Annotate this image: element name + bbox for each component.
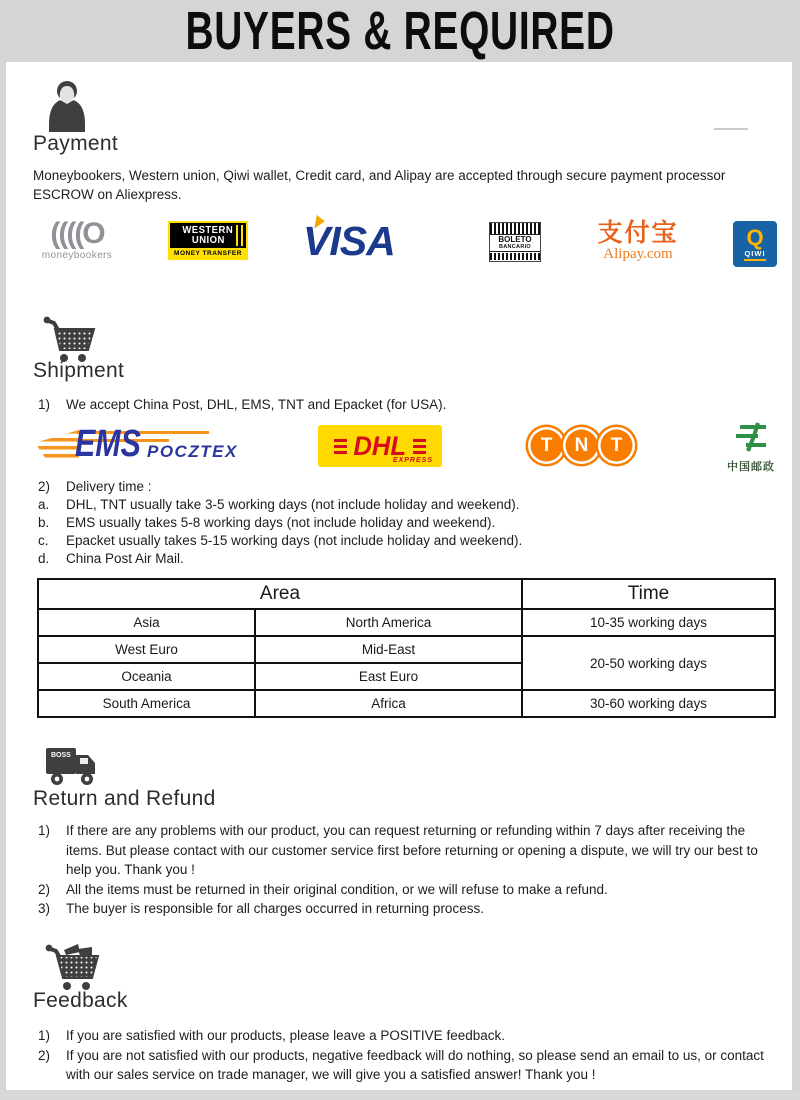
area-cell: Africa: [255, 690, 522, 717]
western-union-banner: MONEY TRANSFER: [174, 249, 242, 257]
dhl-express-label: EXPRESS: [392, 457, 433, 464]
area-cell: East Euro: [255, 663, 522, 690]
table-row: [38, 690, 775, 717]
shipment-heading: Shipment: [33, 359, 125, 382]
refund-list: [38, 821, 778, 919]
dhl-logo: [318, 425, 442, 467]
list-item: [38, 479, 778, 497]
barcode-icon: [490, 223, 540, 234]
list-text: Delivery time :: [66, 479, 152, 494]
list-text: EMS usually takes 5-8 working days (not include holiday and weekend).: [66, 515, 496, 530]
table-row: [38, 636, 775, 663]
qiwi-label: QIWI: [744, 249, 765, 261]
list-item: [38, 821, 778, 880]
western-union-line2: UNION: [191, 234, 225, 246]
list-text: DHL, TNT usually take 3-5 working days (not include holiday and weekend).: [66, 497, 520, 512]
list-marker: 2): [38, 479, 51, 494]
list-item: [38, 497, 778, 515]
time-cell: 10-35 working days: [522, 609, 775, 636]
list-text: If you are satisfied with our products, please leave a POSITIVE feedback.: [66, 1028, 505, 1043]
tnt-circle-icon: N: [563, 427, 600, 464]
time-header-cell: Time: [522, 579, 775, 609]
western-union-line1: WESTERN: [182, 224, 234, 236]
ems-pocztex-logo: [35, 423, 238, 468]
boleto-line2: BANCARIO: [498, 244, 532, 250]
list-marker: 3): [38, 901, 51, 916]
ems-fan-icon: [35, 430, 79, 462]
page-title: BUYERS & REQUIRED: [185, 1, 615, 61]
list-text: All the items must be returned in their original condition, or we will refuse to make a refund.: [66, 881, 608, 897]
list-item: [38, 880, 778, 900]
list-marker: 1): [38, 397, 51, 412]
qiwi-q-icon: Q: [746, 225, 764, 250]
alipay-logo: [588, 220, 688, 263]
payment-description: Moneybookers, Western union, Qiwi wallet, Credit card, and Alipay are accepted through secure payment processor ESCROW on Aliexpress.: [33, 168, 726, 202]
visa-logo: [303, 218, 438, 264]
time-cell: 30-60 working days: [522, 690, 775, 717]
list-text: If you are not satisfied with our products, negative feedback will do nothing, so please send an email to us, or contact with our sales service on trade manager, we will give you a satisfied answer! Thank you !: [66, 1047, 764, 1082]
moneybookers-logo: [36, 218, 118, 261]
western-union-bars-icon: [236, 225, 243, 246]
tnt-circle-icon: T: [598, 427, 635, 464]
western-union-box: [170, 223, 246, 248]
ems-wordmark: EMS: [75, 423, 141, 465]
list-text: Epacket usually takes 5-15 working days (not include holiday and weekend).: [66, 533, 523, 548]
area-header-cell: Area: [38, 579, 522, 609]
list-text: If there are any problems with our product, you can request returning or refunding within 7 days after receiving the items. But please contact with our customer service first before returning or opening a dispute, we will try our best to help you. Thank you !: [66, 823, 758, 877]
delivery-time-list: [38, 479, 778, 569]
western-union-logo: [168, 221, 248, 260]
list-text: China Post Air Mail.: [66, 551, 184, 566]
list-marker: 2): [38, 1047, 51, 1063]
list-item: [38, 1026, 775, 1046]
boleto-logo: [489, 222, 541, 262]
list-marker: a.: [38, 497, 50, 512]
dhl-stripes-icon: [413, 439, 426, 454]
area-cell: North America: [255, 609, 522, 636]
boleto-line1: BOLETO: [498, 235, 532, 244]
list-marker: d.: [38, 551, 50, 566]
alipay-chinese-wordmark: 支付宝: [597, 219, 679, 247]
china-post-emblem-icon: [734, 422, 768, 452]
area-cell: West Euro: [38, 636, 255, 663]
list-item: [38, 551, 778, 569]
refund-heading: Return and Refund: [33, 787, 216, 810]
shipment-accept-item: [38, 397, 778, 412]
alipay-domain: Alipay.com: [603, 246, 673, 262]
tnt-circle-icon: T: [528, 427, 565, 464]
cart-icon: [42, 316, 96, 364]
china-post-label: 中国邮政: [727, 461, 775, 473]
list-marker: 1): [38, 1028, 51, 1043]
area-cell: Oceania: [38, 663, 255, 690]
list-marker: b.: [38, 515, 50, 530]
barcode-icon: [490, 253, 540, 260]
content-background: [6, 62, 792, 1090]
feedback-list: [38, 1026, 775, 1085]
dhl-stripes-icon: [334, 439, 347, 454]
time-cell: 20-50 working days: [522, 636, 775, 690]
header-band: [0, 0, 800, 62]
table-row: [38, 609, 775, 636]
list-item: [38, 899, 778, 919]
truck-icon: [44, 742, 98, 788]
cart-with-items-icon: [44, 940, 100, 992]
tnt-logo: [528, 427, 633, 464]
list-marker: 2): [38, 881, 51, 897]
dhl-wordmark: DHL: [353, 430, 407, 461]
moneybookers-mark-icon: ((((O: [50, 217, 104, 250]
list-text: The buyer is responsible for all charges occurred in returning process.: [66, 901, 484, 916]
payment-heading: Payment: [33, 132, 118, 155]
list-item: [38, 515, 778, 533]
list-marker: c.: [38, 533, 49, 548]
list-item: [38, 533, 778, 551]
boleto-text-box: [490, 234, 540, 252]
divider: [714, 128, 748, 130]
china-post-logo: [716, 422, 786, 474]
list-marker: 1): [38, 823, 51, 838]
moneybookers-label: moneybookers: [41, 250, 113, 261]
truck-label: BOSS: [51, 752, 71, 759]
qiwi-logo: [733, 221, 777, 267]
table-header-row: [38, 579, 775, 609]
area-cell: South America: [38, 690, 255, 717]
list-item: [38, 1046, 775, 1085]
shipping-time-table: [37, 578, 776, 718]
pocztex-wordmark: POCZTEX: [147, 442, 238, 461]
area-cell: Mid-East: [255, 636, 522, 663]
list-text: We accept China Post, DHL, EMS, TNT and Epacket (for USA).: [66, 397, 447, 412]
person-icon: [47, 80, 87, 132]
feedback-heading: Feedback: [33, 989, 128, 1012]
visa-wordmark: VISA: [303, 218, 395, 264]
page-bottom-edge: [0, 1090, 800, 1100]
area-cell: Asia: [38, 609, 255, 636]
